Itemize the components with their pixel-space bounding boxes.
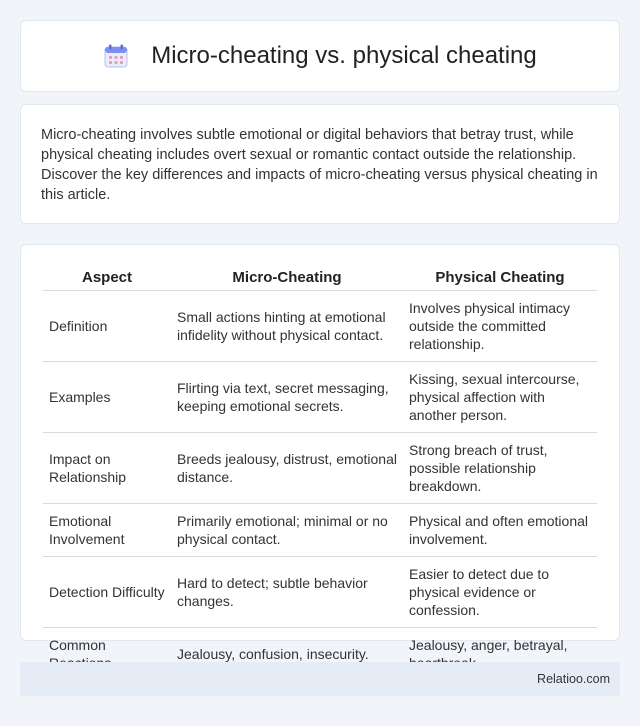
row-aspect: Emotional Involvement <box>43 504 171 557</box>
row-aspect: Common <box>43 628 171 681</box>
row-physical: Jealousy, anger, betrayal, <box>403 628 597 681</box>
row-physical: Strong breach of trust, possible relationship breakdown. <box>403 433 597 504</box>
row-physical: Physical and often emotional involvement. <box>403 504 597 557</box>
row-micro: Hard to detect; subtle behavior changes. <box>171 557 403 628</box>
row-physical: Easier to detect due to physical evidence or confession. <box>403 557 597 628</box>
header-aspect: Aspect <box>43 263 171 291</box>
intro-text: Micro-cheating involves subtle emotional or digital behaviors that betray trust, while physical cheating includes overt sexual or romantic contact outside the relationship. Discover the key differences and impacts of micro-cheating versus physical cheating in this article. <box>41 127 598 203</box>
table-row <box>43 291 597 362</box>
row-micro: Primarily emotional; minimal or no physical contact. <box>171 504 403 557</box>
intro-card <box>20 104 620 224</box>
row-physical: Involves physical intimacy outside the committed relationship. <box>403 291 597 362</box>
row-aspect: Examples <box>43 362 171 433</box>
header-micro-cheating: Micro-Cheating <box>171 263 403 291</box>
title-wrap <box>103 42 537 70</box>
table-row <box>43 362 597 433</box>
footer-brand-link[interactable]: Relatioo.com <box>537 672 610 686</box>
row-micro: Small actions hinting at emotional infidelity without physical contact. <box>171 291 403 362</box>
row-aspect: Detection Difficulty <box>43 557 171 628</box>
row-micro: Jealousy, confusion, insecurity. <box>171 628 403 681</box>
calendar-icon <box>103 43 129 69</box>
table-row <box>43 504 597 557</box>
table-header-row <box>43 263 597 291</box>
page-title: Micro-cheating vs. physical cheating <box>151 42 537 69</box>
row-aspect: Definition <box>43 291 171 362</box>
row-physical: Kissing, sexual intercourse, physical affection with another person. <box>403 362 597 433</box>
comparison-table <box>43 263 597 681</box>
table-row <box>43 557 597 628</box>
row-micro: Flirting via text, secret messaging, keeping emotional secrets. <box>171 362 403 433</box>
row-micro: Breeds jealousy, distrust, emotional distance. <box>171 433 403 504</box>
table-row <box>43 433 597 504</box>
table-card <box>20 244 620 662</box>
header-physical-cheating: Physical Cheating <box>403 263 597 291</box>
title-card <box>20 20 620 92</box>
footer <box>20 662 620 696</box>
row-aspect: Impact on Relationship <box>43 433 171 504</box>
